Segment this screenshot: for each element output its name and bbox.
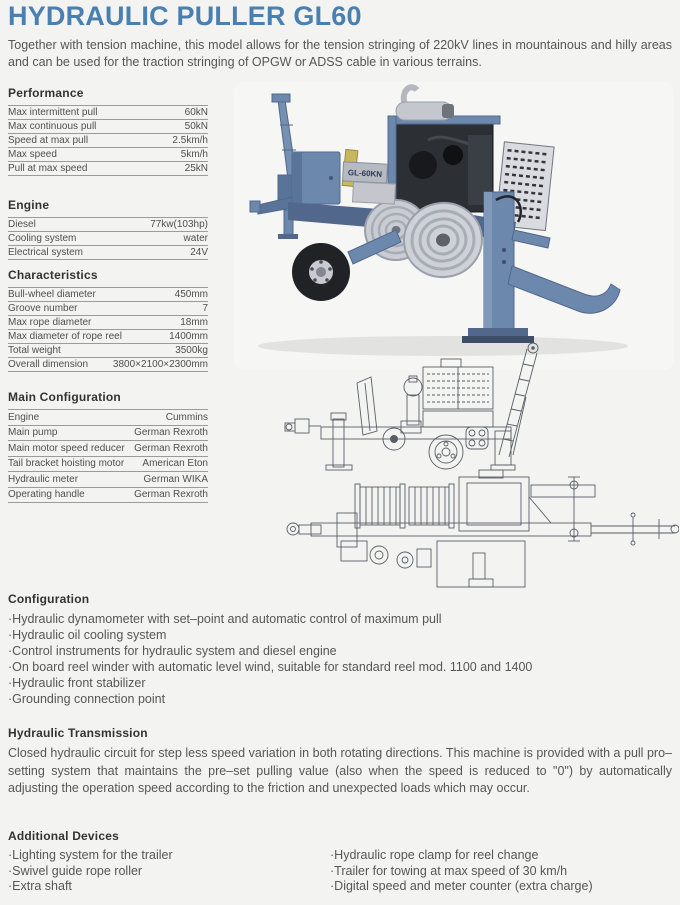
list-item: ·On board reel winder with automatic level wind, suitable for standard reel mod. 1100 and 1400 [8,660,533,674]
spec-label: Main motor speed reducer [8,442,125,454]
table-row [8,217,208,231]
side-view-drawing [285,343,538,470]
spec-label: Main pump [8,427,58,439]
list-item: ·Trailer for towing at max speed of 30 km/h [330,863,568,878]
spec-value: 3500kg [175,345,208,356]
list-item: ·Extra shaft [8,879,72,893]
table-row [8,440,208,456]
spec-value: German Rexroth [134,427,208,439]
spec-value: 450mm [174,289,208,300]
engine-section [8,198,208,260]
table-row [8,471,208,487]
spec-value: American Eton [142,458,208,470]
spec-value: 1400mm [169,331,208,342]
section-heading-configuration: Configuration [8,592,90,606]
spec-label: Pull at max speed [8,163,88,174]
list-item: ·Hydraulic front stabilizer [8,676,146,690]
list-item: ·Hydraulic oil cooling system [8,628,167,642]
spec-value: 2.5km/h [172,135,208,146]
section-heading-main-configuration: Main Configuration [8,390,121,404]
spec-value: 7 [202,303,208,314]
additional-devices-columns [8,848,672,895]
page-title: HYDRAULIC PULLER GL60 [8,1,362,31]
spec-value: German Rexroth [134,442,208,454]
spec-label: Operating handle [8,489,85,501]
table-row [8,487,208,504]
table-row [8,119,208,133]
spec-value: 25kN [184,163,208,174]
spec-value: water [183,233,208,244]
spec-label: Speed at max pull [8,135,89,146]
spec-label: Bull-wheel diameter [8,289,96,300]
section-heading-characteristics: Characteristics [8,268,98,282]
table-row [8,231,208,245]
table-row [8,425,208,441]
main-configuration-section [8,390,208,503]
section-heading-engine: Engine [8,198,50,212]
spec-label: Max speed [8,149,57,160]
table-row [8,315,208,329]
table-row [8,147,208,161]
spec-label: Max rope diameter [8,317,92,328]
list-item: ·Control instruments for hydraulic system and diesel engine [8,644,337,658]
characteristics-table [8,287,208,372]
list-item: ·Grounding connection point [8,692,166,706]
spec-value: 77kw(103hp) [150,219,208,230]
spec-label: Groove number [8,303,78,314]
spec-value: 50kN [184,121,208,132]
spec-label: Diesel [8,219,36,230]
section-heading-performance: Performance [8,86,84,100]
table-row [8,105,208,119]
additional-devices-left-column [8,848,330,895]
additional-devices-section [8,829,672,895]
hydraulic-transmission-paragraph: Closed hydraulic circuit for step less speed variation in both rotating directions. This machine is provided with a pull pro–setting system that maintains the pre–set pulling value (also when the speed is reduced to "0") by automatically adjusting the operation speed according to the friction and unexpected loads which may occur. [8,746,672,795]
characteristics-section [8,268,208,372]
list-item: ·Lighting system for the trailer [8,848,173,862]
spec-value: 18mm [180,317,208,328]
table-row [8,456,208,472]
performance-section [8,86,208,176]
intro-paragraph: Together with tension machine, this model allows for the tension stringing of 220kV lines in mountainous and hilly areas and can be used for the traction stringing of OPGW or ADSS cable in various terrains. [8,38,672,69]
spec-label: Cooling system [8,233,77,244]
main-configuration-table [8,409,208,503]
spec-label: Hydraulic meter [8,473,79,485]
list-item: ·Swivel guide rope roller [8,863,143,878]
spec-label: Max diameter of rope reel [8,331,122,342]
model-label: GL-60KN [347,168,383,179]
spec-label: Max intermittent pull [8,107,98,118]
table-row [8,287,208,301]
spec-label: Electrical system [8,247,84,258]
configuration-section [8,592,672,707]
table-row [8,409,208,425]
table-row [8,301,208,315]
section-heading-additional-devices: Additional Devices [8,829,119,843]
spec-value: Cummins [165,411,208,423]
list-item: ·Hydraulic dynamometer with set–point and automatic control of maximum pull [8,612,442,626]
table-row [8,245,208,260]
engine-table [8,217,208,260]
section-heading-hydraulic-transmission: Hydraulic Transmission [8,726,148,740]
silver-box [353,182,396,204]
list-item: ·Digital speed and meter counter (extra charge) [330,879,593,893]
spec-value: German WIKA [143,473,208,485]
trailer-wheel [292,243,350,301]
table-row [8,133,208,147]
top-view-drawing [287,470,679,587]
configuration-list [8,611,672,707]
list-item: ·Hydraulic rope clamp for reel change [330,848,539,862]
spec-label: Total weight [8,345,61,356]
spec-label: Tail bracket hoisting motor [8,458,125,470]
spec-value: 24V [190,247,208,258]
technical-drawing [281,327,679,593]
spec-label: Max continuous pull [8,121,97,132]
model-label-panel [343,162,388,183]
spec-value: 3800×2100×2300mm [112,359,208,370]
table-row [8,343,208,357]
table-row [8,161,208,176]
spec-value: 5km/h [180,149,208,160]
table-row [8,357,208,372]
performance-table [8,105,208,176]
additional-devices-right-column [330,848,652,895]
spec-value: 60kN [184,107,208,118]
spec-label: Engine [8,411,40,423]
table-row [8,329,208,343]
engine-compartment [388,116,500,212]
spec-value: German Rexroth [134,489,208,501]
spec-label: Overall dimension [8,359,89,370]
hydraulic-transmission-section [8,726,672,798]
